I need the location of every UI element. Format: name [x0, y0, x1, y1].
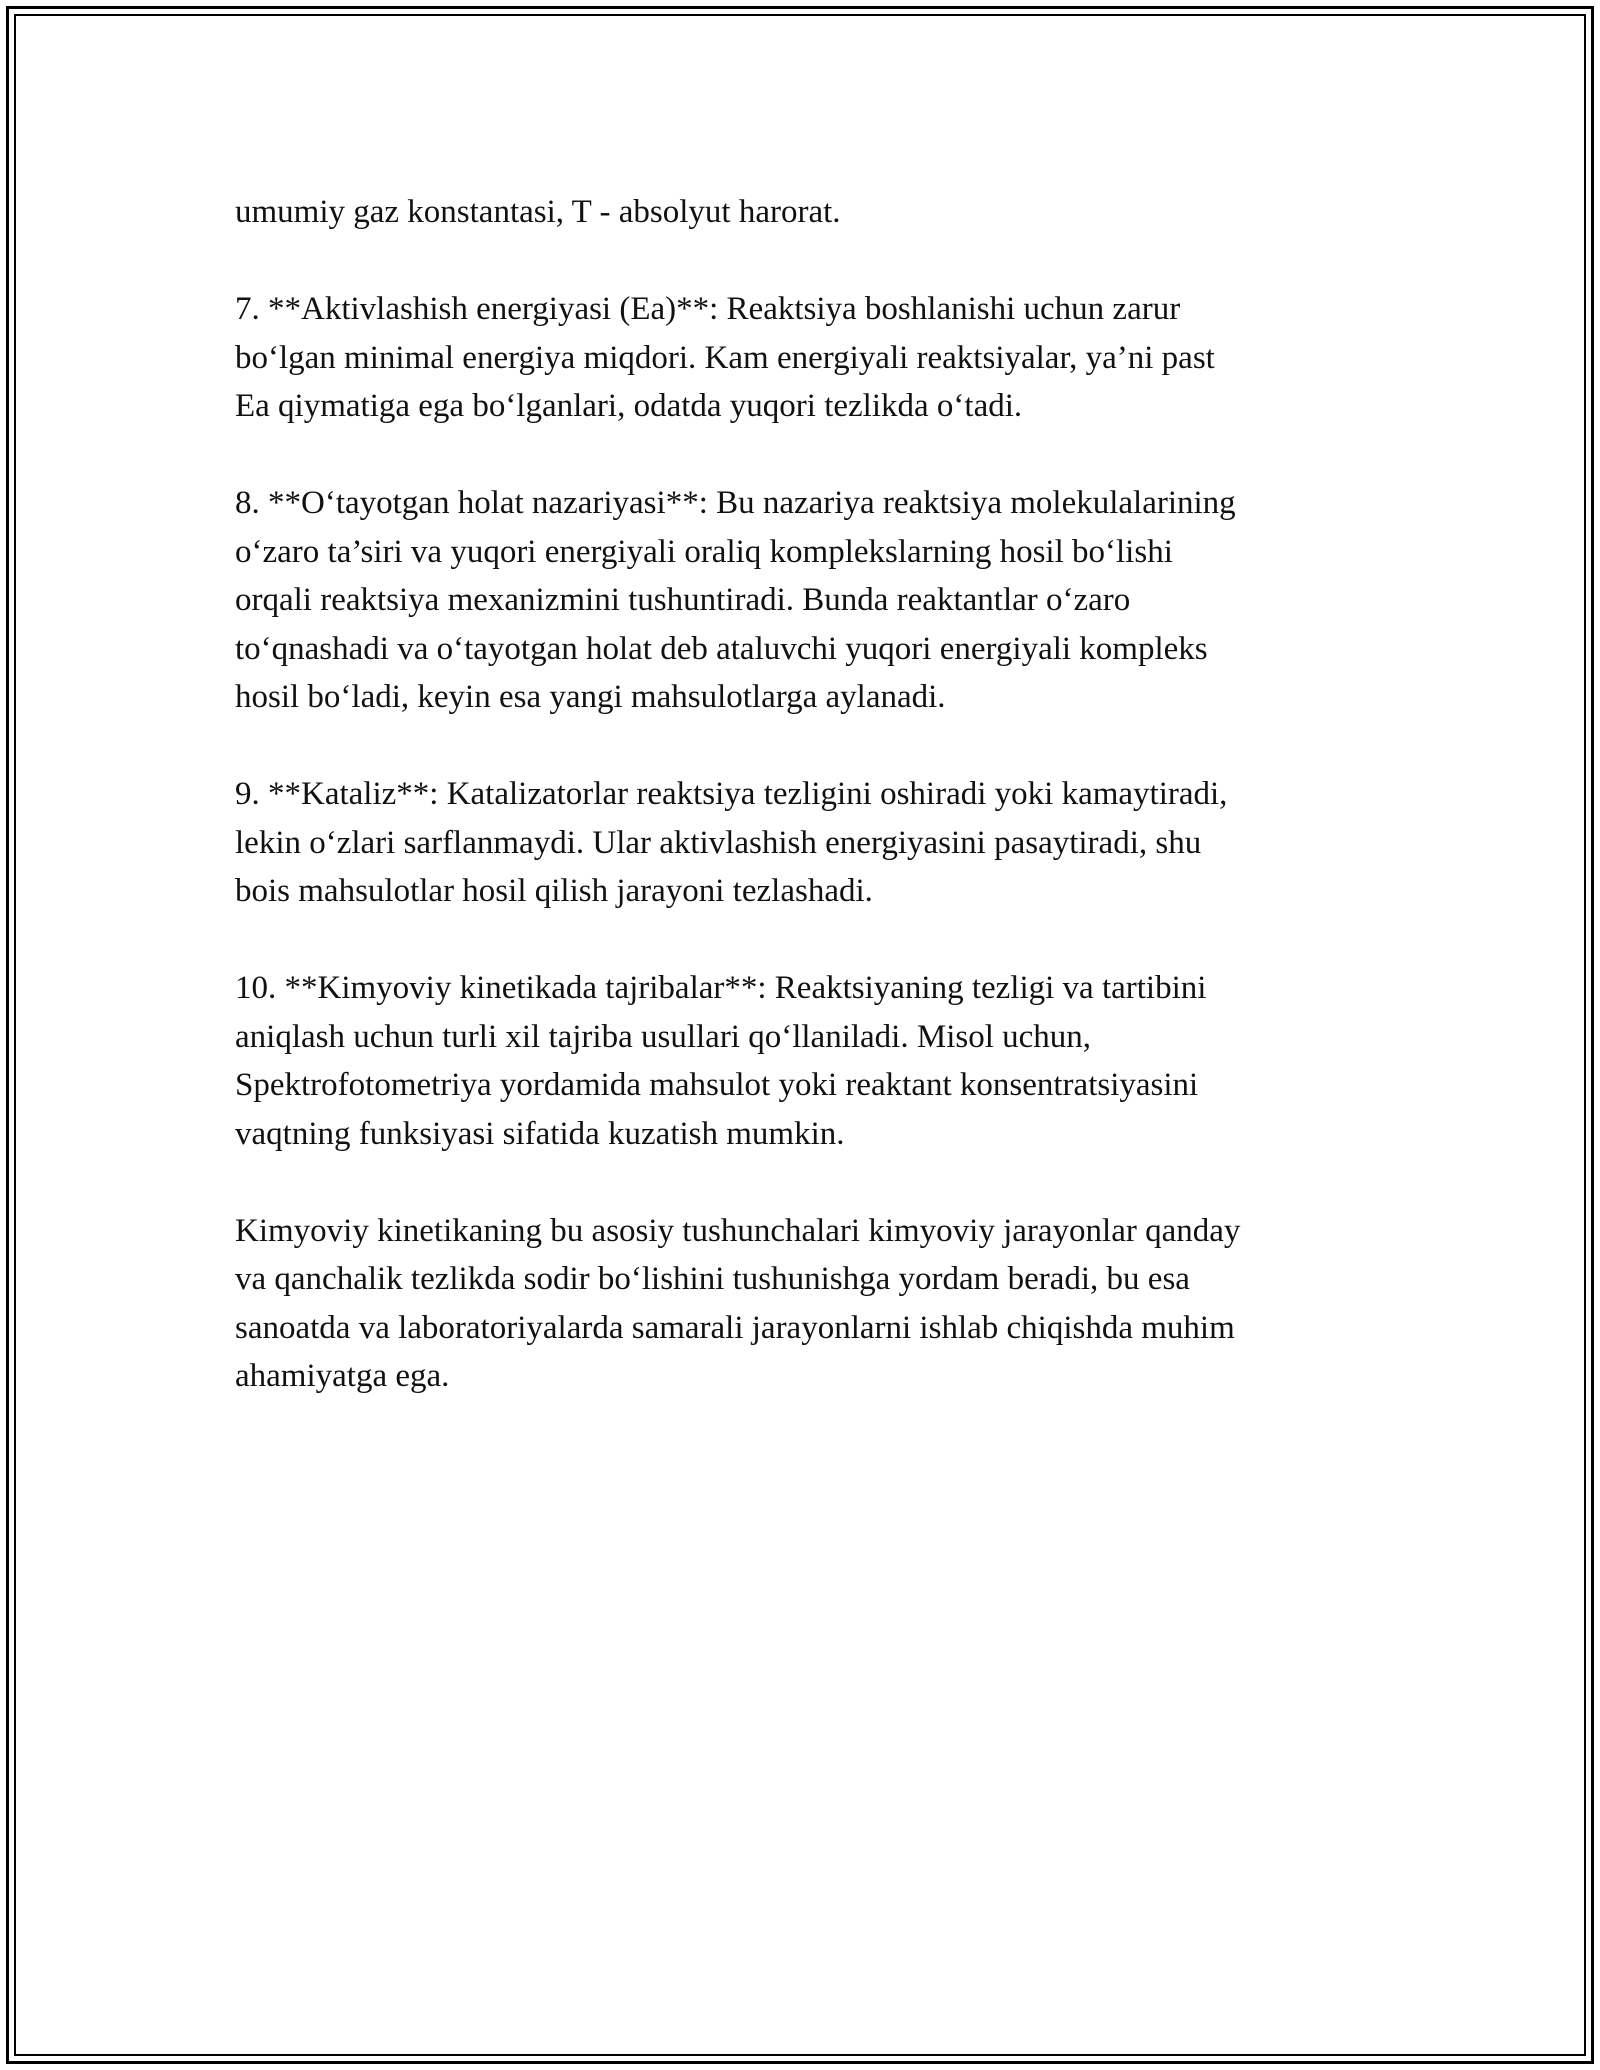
paragraph-activation-energy: 7. **Aktivlashish energiyasi (Ea)**: Reaktsiya boshlanishi uchun zarur bo‘lgan minimal energiya miqdori. Kam energiyali reaktsiyalar, ya’ni past Ea qiymatiga ega bo‘lganlari, odatda yuqori tezlikda o‘tadi. [235, 291, 1215, 424]
paragraph-conclusion: Kimyoviy kinetikaning bu asosiy tushunchalari kimyoviy jarayonlar qanday va qanchalik tezlikda sodir bo‘lishini tushunishga yordam beradi, bu esa sanoatda va laboratoriyalarda samarali jarayonlarni ishlab chiqishda muhim ahamiyatga ega. [235, 1212, 1241, 1394]
document-body [235, 188, 1375, 1449]
paragraph-gas-constant: umumiy gaz konstantasi, T - absolyut harorat. [235, 194, 841, 230]
paragraph-transition-state-theory: 8. **O‘tayotgan holat nazariyasi**: Bu nazariya reaktsiya molekulalarining o‘zaro ta’siri va yuqori energiyali oraliq komplekslarning hosil bo‘lishi orqali reaktsiya mexanizmini tushuntiradi. Bunda reaktantlar o‘zaro to‘qnashadi va o‘tayotgan holat deb ataluvchi yuqori energiyali kompleks hosil bo‘ladi, keyin esa yangi mahsulotlarga aylanadi. [235, 485, 1236, 715]
paragraph-catalysis: 9. **Kataliz**: Katalizatorlar reaktsiya tezligini oshiradi yoki kamaytiradi, lekin o‘zlari sarflanmaydi. Ular aktivlashish energiyasini pasaytiradi, shu bois mahsulotlar hosil qilish jarayoni tezlashadi. [235, 776, 1228, 909]
paragraph-kinetics-experiments: 10. **Kimyoviy kinetikada tajribalar**: Reaktsiyaning tezligi va tartibini aniqlash uchun turli xil tajriba usullari qo‘llaniladi. Misol uchun, Spektrofotometriya yordamida mahsulot yoki reaktant konsentratsiyasini vaqtning funksiyasi sifatida kuzatish mumkin. [235, 970, 1207, 1152]
